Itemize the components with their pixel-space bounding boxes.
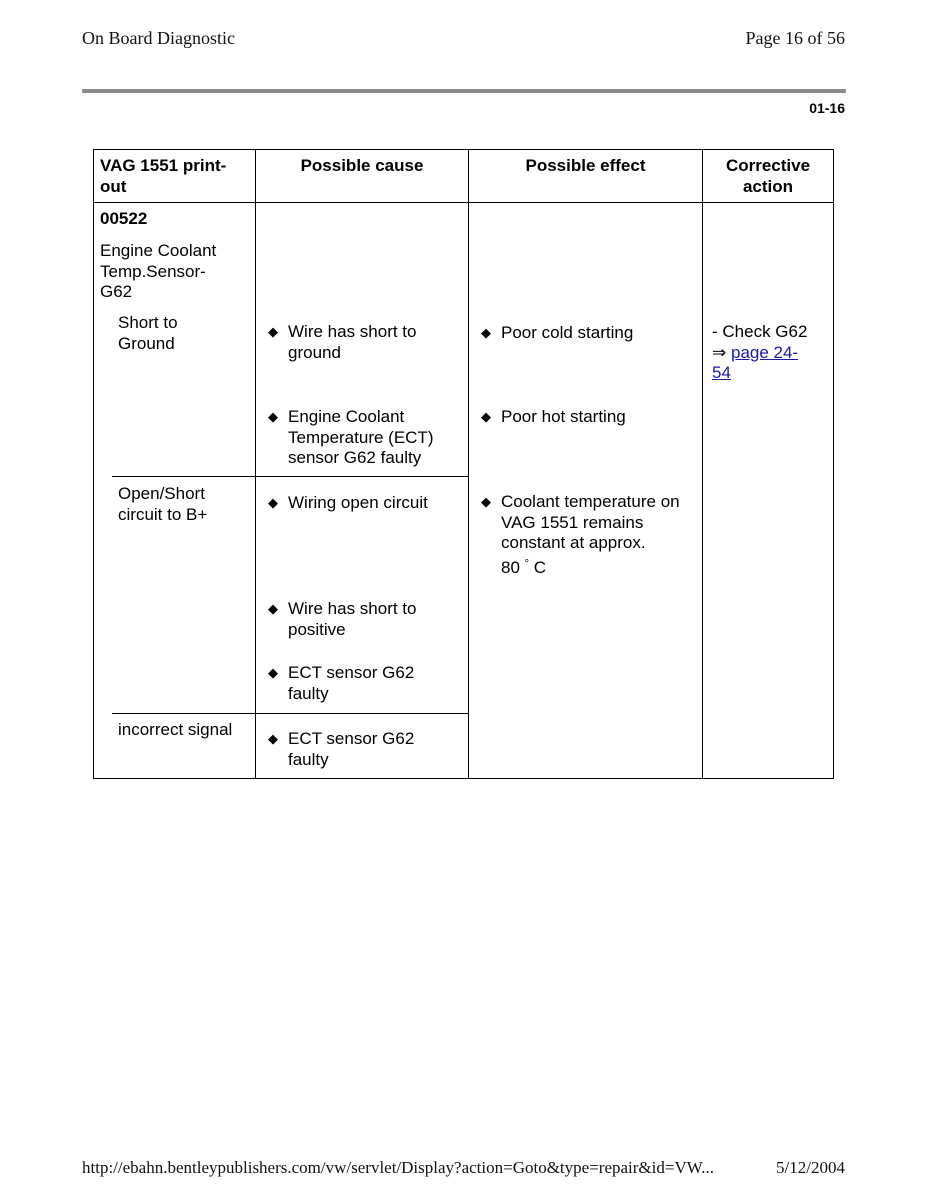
bullet-diamond-icon: ◆ (481, 409, 491, 424)
cause-item: ECT sensor G62 faulty (288, 729, 415, 769)
cause-item: ECT sensor G62 faulty (288, 663, 415, 703)
temperature-value: 80 (501, 557, 520, 577)
page-reference-link[interactable]: page 24- (730, 342, 799, 362)
print-date: 5/12/2004 (776, 1158, 845, 1177)
bullet-diamond-icon: ◆ (268, 324, 278, 339)
row-divider (112, 476, 469, 477)
cause-item: Wire has short to ground (288, 322, 417, 362)
table-border-top (93, 149, 834, 150)
table-border-bottom (93, 778, 834, 779)
condition-short-to-ground: Short to Ground (118, 313, 178, 353)
effect-item: Poor cold starting (501, 323, 634, 342)
cause-item: Engine Coolant Temperature (ECT) sensor G62 faulty (288, 407, 434, 467)
header-possible-cause: Possible cause (300, 156, 424, 175)
right-arrow-icon: ⇒ (712, 342, 727, 362)
condition-open-short-b-plus: Open/Short circuit to B+ (118, 484, 208, 524)
table-border-right (833, 149, 834, 779)
header-corrective-action: Corrective action (725, 156, 811, 196)
header-possible-effect: Possible effect (525, 156, 646, 175)
page-reference-link-continued[interactable]: 54 (712, 363, 731, 382)
bullet-diamond-icon: ◆ (481, 325, 491, 340)
fault-code: 00522 (100, 209, 148, 228)
action-text: - Check G62 (712, 322, 808, 341)
corrective-action (712, 322, 830, 384)
temperature-unit: C (533, 557, 547, 577)
header-row-divider (93, 202, 834, 203)
table-border-left (93, 149, 94, 779)
component-name: Engine Coolant Temp.Sensor- G62 (100, 241, 217, 301)
bullet-diamond-icon: ◆ (268, 665, 278, 680)
effect-item (501, 492, 680, 578)
source-url: http://ebahn.bentleypublishers.com/vw/servlet/Display?action=Goto&type=repair&id=VW... (82, 1158, 714, 1177)
row-divider (112, 713, 469, 714)
column-divider (255, 149, 256, 779)
cause-item: Wiring open circuit (288, 493, 428, 512)
page-indicator: Page 16 of 56 (745, 28, 845, 48)
condition-incorrect-signal: incorrect signal (118, 720, 233, 739)
bullet-diamond-icon: ◆ (268, 731, 278, 746)
column-divider (468, 149, 469, 779)
effect-text: Coolant temperature on VAG 1551 remains constant at approx. (501, 492, 680, 552)
bullet-diamond-icon: ◆ (268, 409, 278, 424)
column-divider (702, 149, 703, 779)
bullet-diamond-icon: ◆ (268, 601, 278, 616)
bullet-diamond-icon: ◆ (481, 494, 491, 509)
effect-item: Poor hot starting (501, 407, 626, 426)
bullet-diamond-icon: ◆ (268, 495, 278, 510)
header-printout: VAG 1551 print- out (100, 156, 227, 196)
page-code: 01-16 (809, 100, 845, 116)
degree-symbol: ° (524, 557, 530, 570)
cause-item: Wire has short to positive (288, 599, 417, 639)
document-title: On Board Diagnostic (82, 28, 235, 48)
